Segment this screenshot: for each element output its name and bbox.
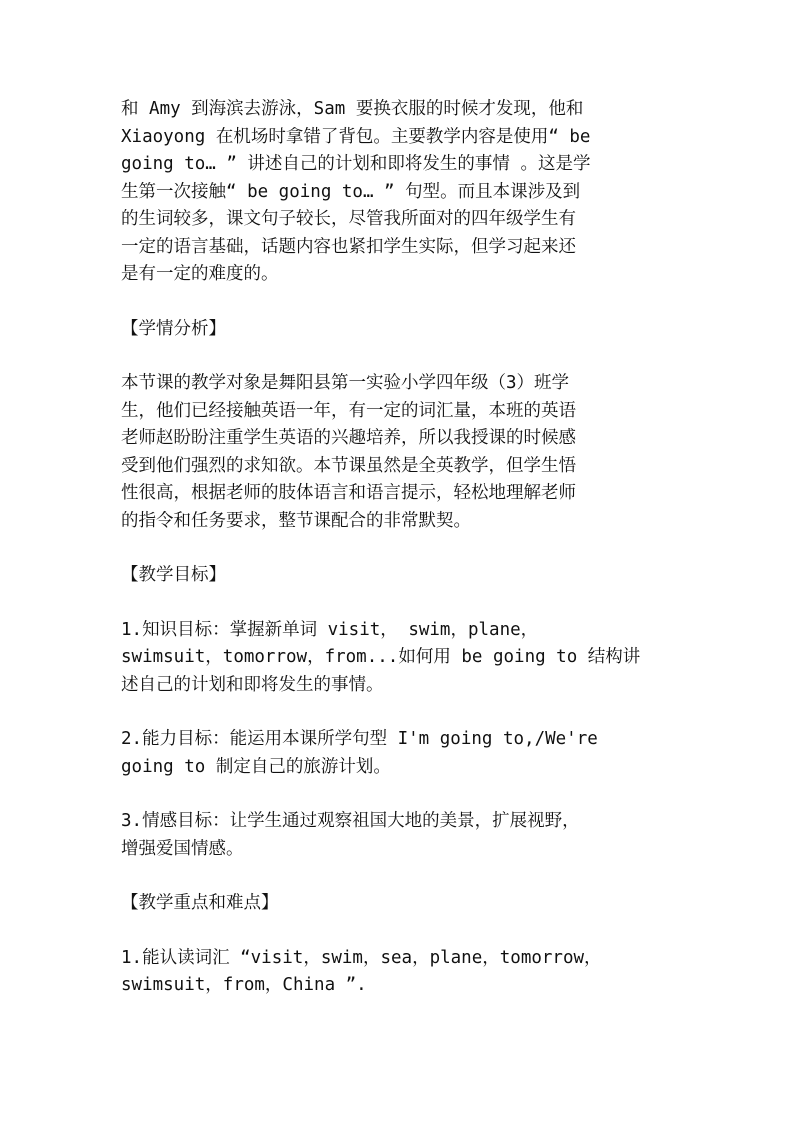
text-line: 的指令和任务要求，整节课配合的非常默契。 <box>121 510 471 531</box>
paragraph-gap <box>121 535 687 562</box>
text-line: 生，他们已经接触英语一年，有一定的词汇量，本班的英语 <box>121 400 576 421</box>
paragraph-gap <box>121 918 687 945</box>
goal-emotion <box>121 808 687 863</box>
text-line: 2.能力目标：能运用本课所学句型 I'm going to,/We're <box>121 729 598 749</box>
text-line: 一定的语言基础，话题内容也紧扣学生实际，但学习起来还 <box>121 236 576 257</box>
text-line: 增强爱国情感。 <box>121 838 244 859</box>
paragraph-gap <box>121 343 687 370</box>
text-line: 性很高，根据老师的肢体语言和语言提示，轻松地理解老师 <box>121 483 576 503</box>
key-point-vocabulary <box>121 945 687 1000</box>
text-line: 3.情感目标：让学生通过观察祖国大地的美景，扩展视野， <box>121 811 580 831</box>
intro-paragraph <box>121 96 687 289</box>
text-line: 述自己的计划和即将发生的事情。 <box>121 674 384 695</box>
text-line: 老师赵盼盼注重学生英语的兴趣培养，所以我授课的时候感 <box>121 428 576 448</box>
paragraph-gap <box>121 699 687 726</box>
text-line: 生第一次接触“ be going to… ” 句型。而且本课涉及到 <box>121 181 581 202</box>
text-line: Xiaoyong 在机场时拿错了背包。主要教学内容是使用“ be <box>121 126 591 147</box>
heading-student-analysis: 【学情分析】 <box>121 318 226 339</box>
text-line: 1.能认读词汇 “visit，swim，sea，plane，tomorrow， <box>121 947 602 968</box>
analysis-paragraph <box>121 370 687 535</box>
text-line: 的生词较多，课文句子较长，尽管我所面对的四年级学生有 <box>121 209 576 229</box>
goal-knowledge <box>121 617 687 700</box>
heading-key-points: 【教学重点和难点】 <box>121 893 279 913</box>
text-line: going to… ” 讲述自己的计划和即将发生的事情 。这是学 <box>121 154 591 174</box>
goal-ability <box>121 726 687 781</box>
text-line: 受到他们强烈的求知欲。本节课虽然是全英教学，但学生悟 <box>121 455 576 476</box>
paragraph-gap <box>121 289 687 316</box>
document-page <box>121 96 687 1000</box>
paragraph-gap <box>121 863 687 890</box>
text-line: 和 Amy 到海滨去游泳，Sam 要换衣服的时候才发现，他和 <box>121 99 584 119</box>
paragraph-gap <box>121 781 687 808</box>
heading-teaching-goals: 【教学目标】 <box>121 565 226 585</box>
text-line: swimsuit，from，China ”. <box>121 975 367 995</box>
text-line: going to 制定自己的旅游计划。 <box>121 756 391 777</box>
text-line: 1.知识目标：掌握新单词 visit， swim，plane， <box>121 619 539 640</box>
text-line: 是有一定的难度的。 <box>121 264 279 284</box>
text-line: 本节课的教学对象是舞阳县第一实验小学四年级（3）班学 <box>121 373 570 393</box>
text-line: swimsuit，tomorrow，from...如何用 be going to 结构讲 <box>121 647 641 667</box>
paragraph-gap <box>121 590 687 617</box>
